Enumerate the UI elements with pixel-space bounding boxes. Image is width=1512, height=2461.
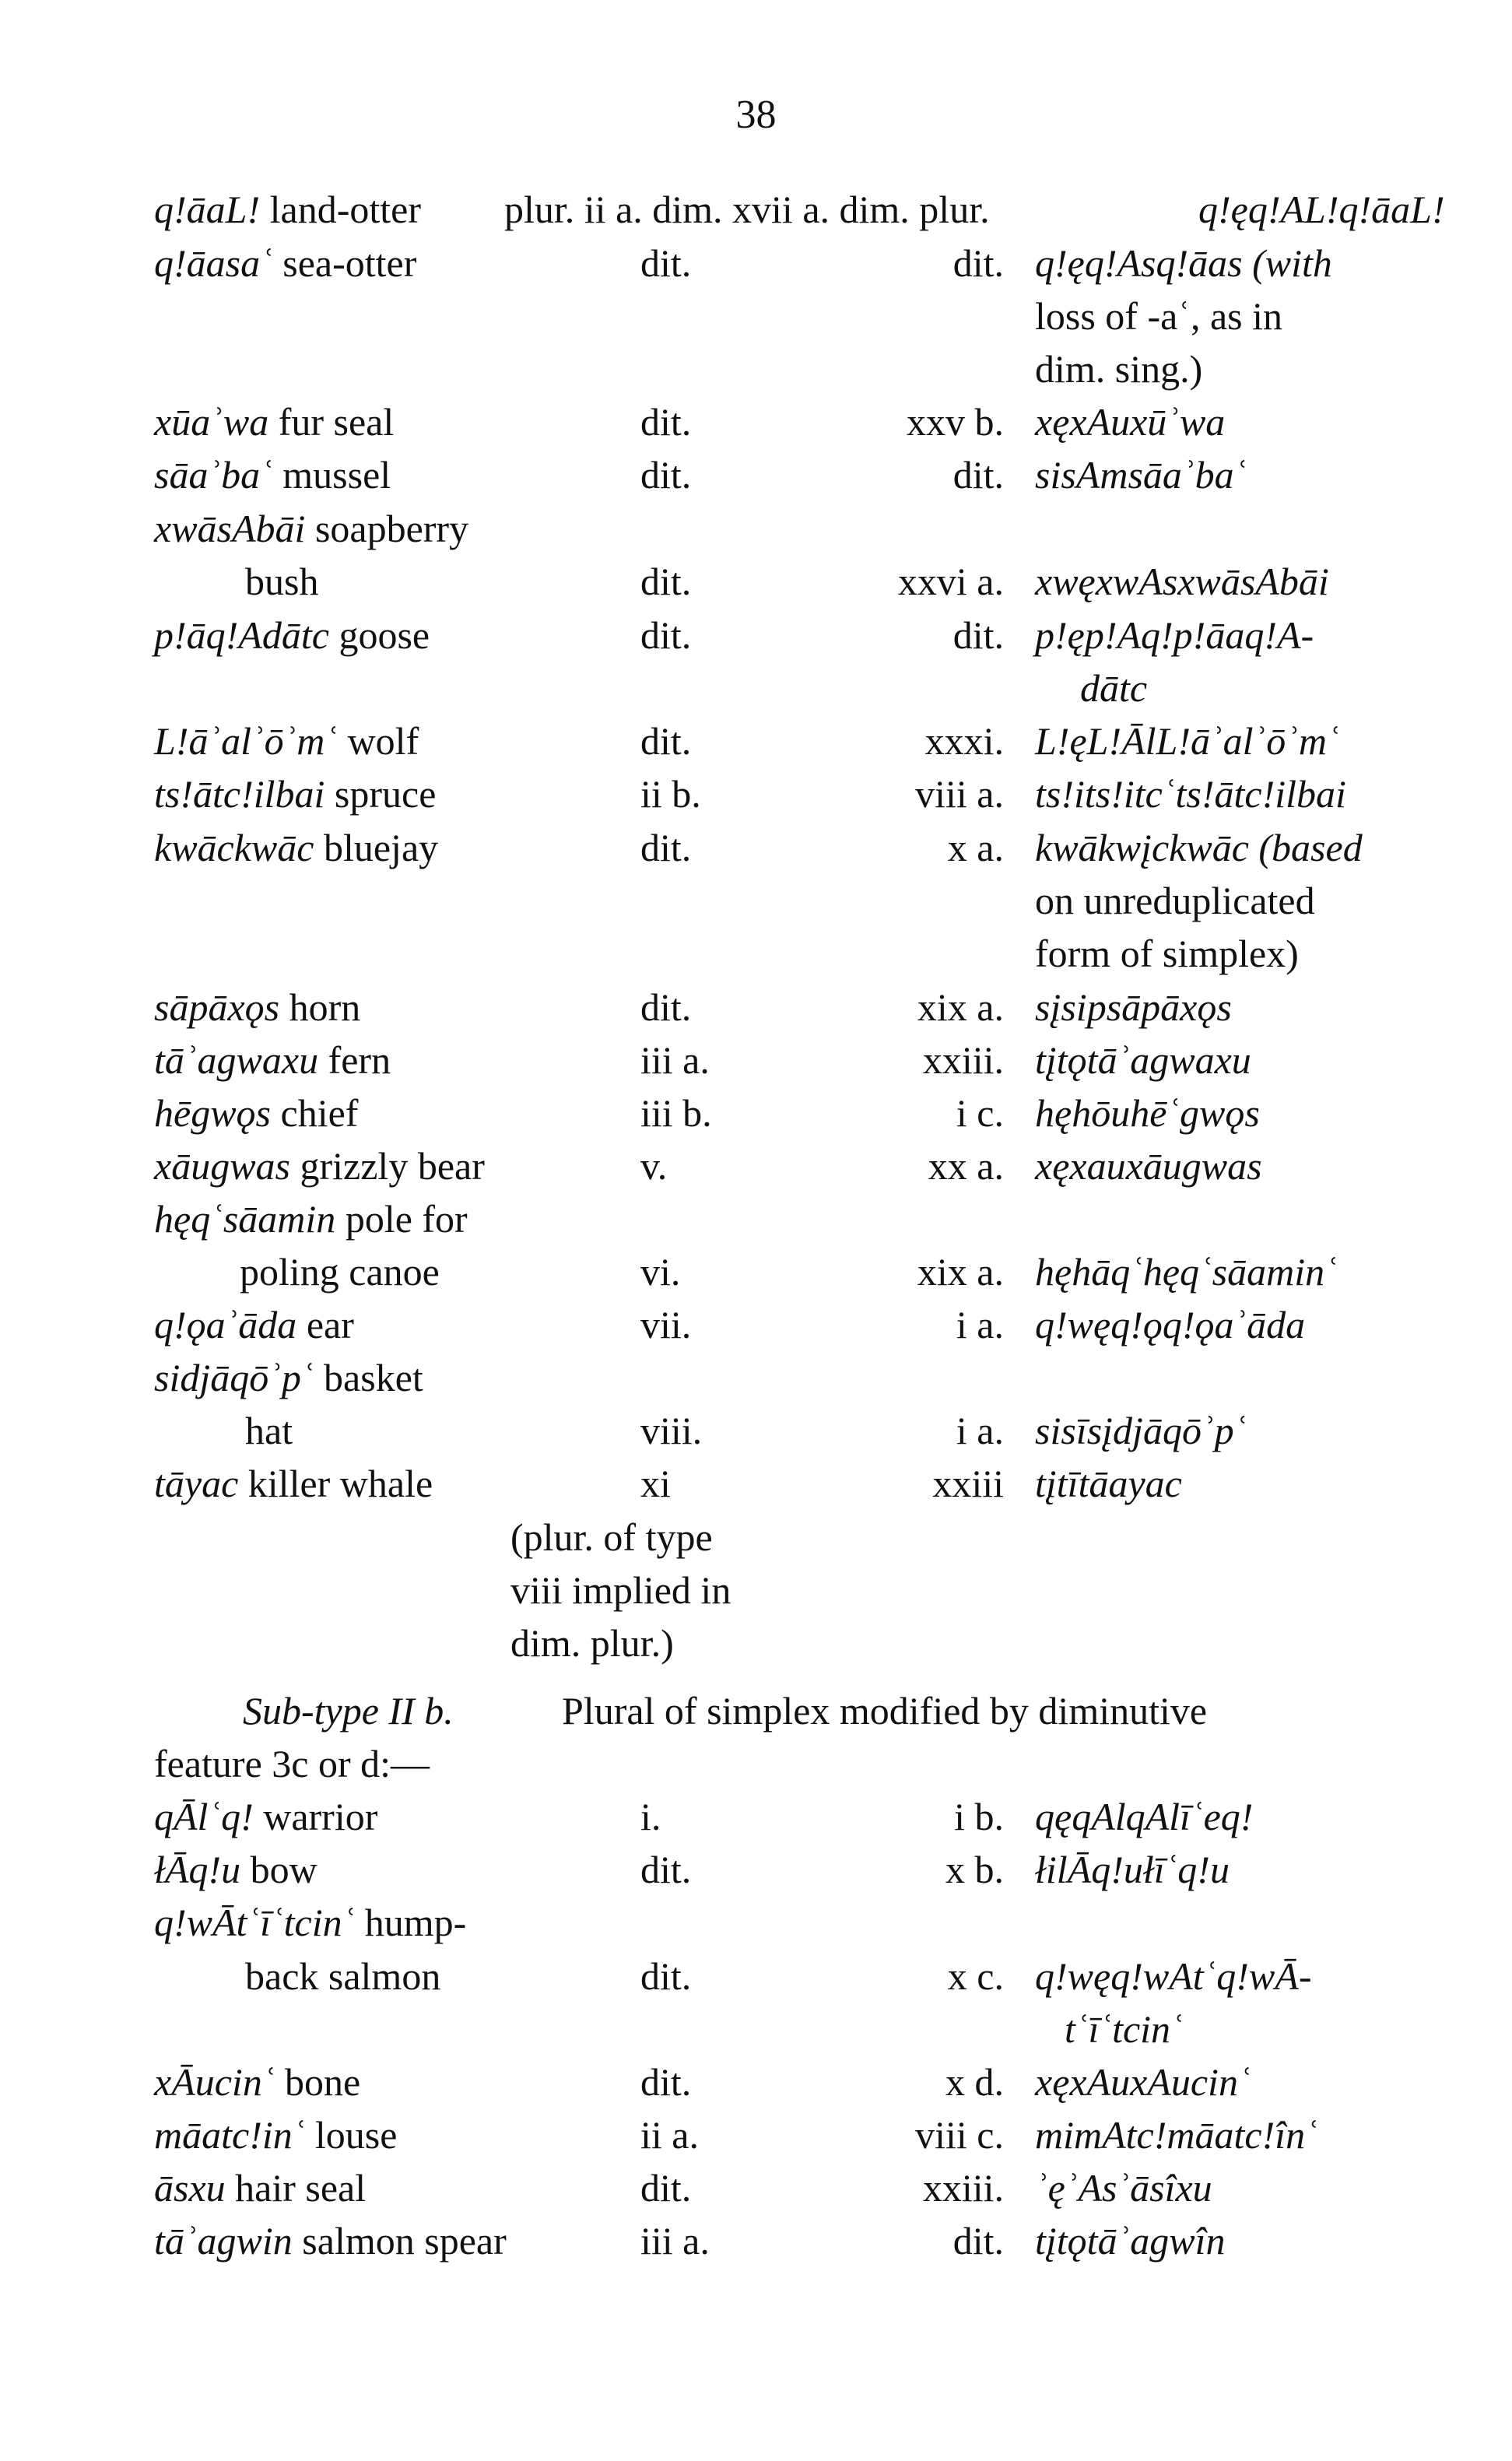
note-line: dim. plur.) [510, 1621, 674, 1665]
dim-type: i c. [956, 1091, 1004, 1135]
table-row [0, 821, 1512, 874]
plural-dim-header: plur. ii a. dim. xvii a. dim. plur. [504, 188, 990, 231]
table-row [0, 1457, 1512, 1510]
term: xwāsAbāi [154, 507, 306, 550]
table-row [0, 2214, 1512, 2267]
table-row [0, 927, 1512, 980]
plural-type: iii a. [640, 1038, 710, 1082]
gloss-cont: back salmon [245, 1954, 441, 1998]
dim-type: xxiii [932, 1462, 1004, 1505]
form-cont: dātc [1080, 666, 1148, 710]
subtype-text: Plural of simplex modified by diminutive [562, 1689, 1208, 1733]
dim-type: viii a. [915, 772, 1004, 816]
term: q!ǫaʾāda [154, 1303, 297, 1346]
form-cont: on unreduplicated [1035, 879, 1315, 922]
plural-type: dit. [640, 826, 692, 869]
table-row [0, 981, 1512, 1034]
dim-type: dit. [952, 613, 1004, 657]
gloss: hump- [364, 1901, 467, 1944]
form: sisAmsāaʾbaʿ [1035, 453, 1247, 497]
form-cont: tʿīʿtcinʿ [1065, 2007, 1184, 2051]
dim-type: x c. [947, 1954, 1004, 1998]
table-row [0, 1404, 1512, 1457]
gloss: hair seal [235, 2166, 367, 2210]
gloss: goose [339, 613, 430, 657]
plural-type: v. [640, 1144, 668, 1188]
dim-type: i b. [954, 1795, 1004, 1838]
term: hęqʿsāamin [154, 1197, 336, 1241]
form-cont: dim. sing.) [1035, 347, 1203, 391]
table-row [0, 714, 1512, 767]
plural-type: dit. [640, 1954, 692, 1998]
dim-type: xxv b. [907, 400, 1004, 444]
table-row [0, 2003, 1512, 2056]
dim-type: x b. [945, 1848, 1004, 1891]
plural-type: dit. [640, 453, 692, 497]
dim-type: xxvi a. [897, 560, 1004, 603]
dim-type: xix a. [917, 1250, 1004, 1294]
form: q!węq!wAtʿq!wĀ- [1035, 1954, 1312, 1998]
form-cont: form of simplex) [1035, 932, 1299, 975]
form: xęxAuxAucinʿ [1035, 2060, 1251, 2104]
table-row [0, 609, 1512, 662]
table-row [0, 1245, 1512, 1298]
table-row [0, 1790, 1512, 1843]
dim-type: dit. [952, 453, 1004, 497]
plural-type: ii b. [640, 772, 701, 816]
form: sįsipsāpāxǫs [1035, 985, 1232, 1029]
gloss: fern [328, 1038, 391, 1082]
gloss: spruce [334, 772, 437, 816]
plural-type: viii. [640, 1409, 703, 1452]
dim-type: i a. [956, 1303, 1004, 1346]
plural-type: iii a. [640, 2219, 710, 2263]
form: hęhāqʿhęqʿsāaminʿ [1035, 1250, 1338, 1294]
term: āsxu [154, 2166, 226, 2210]
dim-type: i a. [956, 1409, 1004, 1452]
gloss-cont: hat [245, 1409, 293, 1452]
term: q!āasaʿ [154, 241, 273, 285]
gloss: land-otter [269, 188, 421, 231]
dim-type: dit. [952, 2219, 1004, 2263]
form: kwākwįckwāc (based [1035, 826, 1363, 869]
table-row [0, 448, 1512, 501]
form: tįtītāayac [1035, 1462, 1182, 1505]
table-row [0, 874, 1512, 927]
term: sidjāqōʾpʿ [154, 1356, 314, 1399]
plural-type: dit. [640, 241, 692, 285]
form: q!węq!ǫq!ǫaʾāda [1035, 1303, 1306, 1346]
table-row [0, 2108, 1512, 2161]
gloss: basket [324, 1356, 423, 1399]
table-row [0, 395, 1512, 448]
term: ts!ātc!ilbai [154, 772, 325, 816]
table-row [0, 290, 1512, 342]
plural-type: dit. [640, 985, 692, 1029]
form: L!ęL!ĀlL!āʾalʾōʾmʿ [1035, 719, 1340, 763]
gloss: salmon spear [302, 2219, 507, 2263]
form: tįtǫtāʾagwîn [1035, 2219, 1226, 2263]
dim-type: x d. [945, 2060, 1004, 2104]
gloss: killer whale [247, 1462, 433, 1505]
term: q!āaL! [154, 188, 261, 231]
table-row [0, 1192, 1512, 1245]
form: mimAtc!māatc!înʿ [1035, 2113, 1318, 2157]
table-row [0, 767, 1512, 820]
term: xūaʾwa [154, 400, 269, 444]
term: hēgwǫs [154, 1091, 271, 1135]
gloss: soapberry [314, 507, 469, 550]
dim-type: viii c. [915, 2113, 1004, 2157]
page-number: 38 [735, 93, 777, 137]
table-row [0, 1298, 1512, 1351]
table-row [0, 1087, 1512, 1139]
gloss: ear [306, 1303, 354, 1346]
plural-type: dit. [640, 2060, 692, 2104]
term: tāʾagwin [154, 2219, 293, 2263]
dim-type: xxiii. [922, 1038, 1004, 1082]
form-cont: loss of -aʿ, as in [1035, 294, 1282, 338]
form: xwęxwAsxwāsAbāi [1035, 560, 1329, 603]
table-row [0, 1034, 1512, 1087]
plural-type: dit. [640, 1848, 692, 1891]
form: p!ęp!Aq!p!āaq!A- [1035, 613, 1314, 657]
plural-type: dit. [640, 719, 692, 763]
gloss: wolf [347, 719, 419, 763]
subtype-heading-cont [0, 1737, 1512, 1790]
table-row [0, 237, 1512, 290]
gloss-cont: bush [245, 560, 319, 603]
dim-type: xxxi. [924, 719, 1004, 763]
form: sisīsįdjāqōʾpʿ [1035, 1409, 1247, 1452]
table-row [0, 342, 1512, 395]
gloss: grizzly bear [300, 1144, 485, 1188]
dim-type: dit. [952, 241, 1004, 285]
plural-type: ii a. [640, 2113, 699, 2157]
form: ʾęʾAsʾāsîxu [1035, 2166, 1212, 2210]
form: q!ęq!Asq!āas (with [1035, 241, 1332, 285]
dim-type: x a. [947, 826, 1004, 869]
gloss: bluejay [323, 826, 439, 869]
term: sāpāxǫs [154, 985, 280, 1029]
plural-type: vi. [640, 1250, 681, 1294]
term: sāaʾbaʿ [154, 453, 273, 497]
form: q!ęq!AL!q!āaL! [1198, 188, 1445, 231]
gloss: bone [284, 2060, 361, 2104]
dim-type: xx a. [928, 1144, 1004, 1188]
table-row [0, 1139, 1512, 1192]
gloss: pole for [345, 1197, 468, 1241]
gloss: fur seal [278, 400, 395, 444]
form: xęxauxāugwas [1035, 1144, 1262, 1188]
table-row [0, 555, 1512, 608]
plural-type: vii. [640, 1303, 692, 1346]
subtype-heading [0, 1684, 1512, 1737]
form: qęqAlqAlīʿeq! [1035, 1795, 1254, 1838]
term: p!āq!Adātc [154, 613, 329, 657]
table-row [0, 1950, 1512, 2003]
form: hęhōuhēʿgwǫs [1035, 1091, 1260, 1135]
note-line: viii implied in [510, 1568, 731, 1612]
plural-type: dit. [640, 400, 692, 444]
term: xāugwas [154, 1144, 290, 1188]
gloss: chief [280, 1091, 359, 1135]
form: xęxAuxūʾwa [1035, 400, 1226, 444]
term: q!wĀtʿīʿtcinʿ [154, 1901, 356, 1944]
term: L!āʾalʾōʾmʿ [154, 719, 339, 763]
gloss: mussel [282, 453, 391, 497]
form: tįtǫtāʾagwaxu [1035, 1038, 1251, 1082]
term: māatc!inʿ [154, 2113, 306, 2157]
gloss: horn [289, 985, 361, 1029]
note-line: (plur. of type [510, 1515, 713, 1559]
dim-type: xxiii. [922, 2166, 1004, 2210]
form: łilĀq!ułīʿq!u [1035, 1848, 1230, 1891]
gloss: warrior [263, 1795, 378, 1838]
form: ts!its!itcʿts!ātc!ilbai [1035, 772, 1346, 816]
subtype-label: Sub-type II b. [243, 1689, 454, 1733]
term: qĀlʿq! [154, 1795, 254, 1838]
table-row [0, 183, 1512, 236]
dim-type: xix a. [917, 985, 1004, 1029]
table-row [0, 502, 1512, 555]
gloss: louse [314, 2113, 398, 2157]
plural-type: iii b. [640, 1091, 712, 1135]
gloss: bow [250, 1848, 317, 1891]
term: tāyac [154, 1462, 239, 1505]
table-row [0, 1351, 1512, 1404]
plural-type: dit. [640, 613, 692, 657]
gloss-cont: poling canoe [240, 1250, 440, 1294]
term: tāʾagwaxu [154, 1038, 319, 1082]
plural-type: dit. [640, 560, 692, 603]
term: xĀucinʿ [154, 2060, 275, 2104]
term: łĀq!u [154, 1848, 241, 1891]
gloss: sea-otter [282, 241, 417, 285]
subtype-text-cont: feature 3c or d:— [154, 1742, 430, 1785]
table-row [0, 662, 1512, 714]
plural-type: xi [640, 1462, 671, 1505]
term: kwāckwāc [154, 826, 314, 869]
plural-type: dit. [640, 2166, 692, 2210]
plural-type: i. [640, 1795, 661, 1838]
table-row [0, 1843, 1512, 1896]
table-row [0, 2161, 1512, 2214]
table-row [0, 1896, 1512, 1949]
table-row [0, 2056, 1512, 2108]
